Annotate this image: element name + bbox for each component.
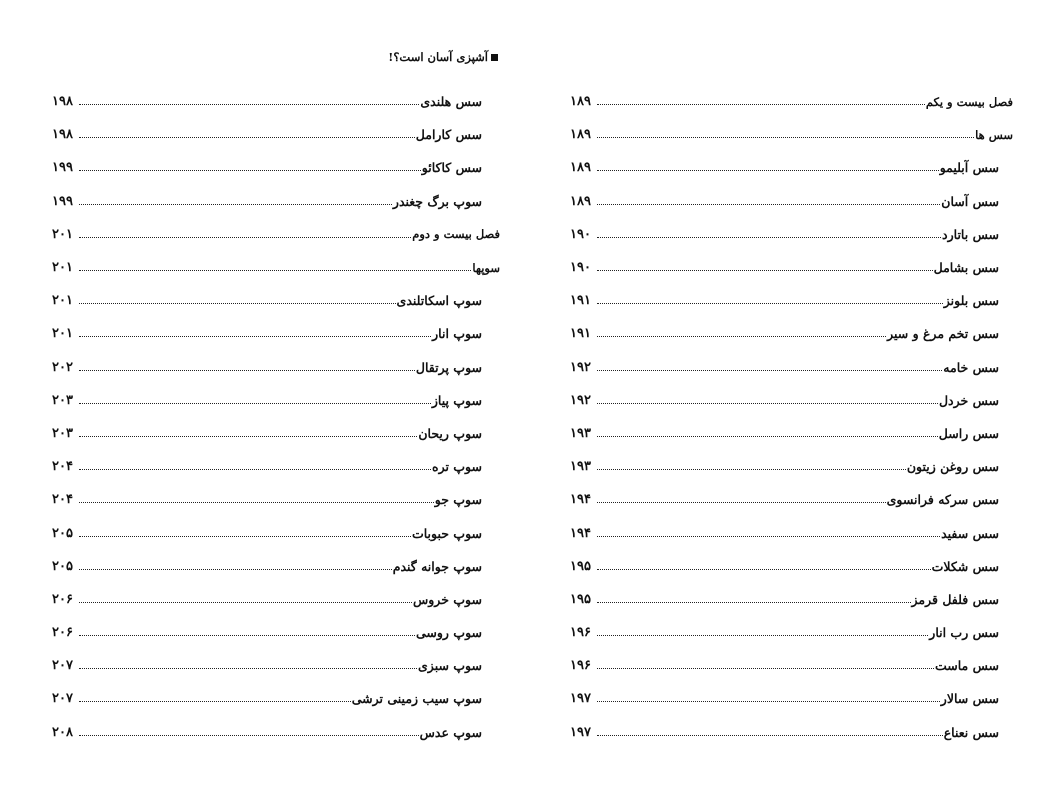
dot-leader	[597, 569, 931, 570]
dot-leader	[597, 701, 940, 702]
toc-entry	[52, 317, 500, 350]
toc-entry-title: سس کارامل	[415, 127, 482, 143]
toc-entry-title: سس تخم مرغ و سیر	[887, 326, 999, 342]
toc-entry	[52, 483, 500, 516]
toc-entry	[52, 649, 500, 682]
toc-entry-title: سوپ جوانه گندم	[392, 558, 482, 574]
toc-entry	[570, 516, 1013, 549]
toc-entry-page: ۱۹۲	[570, 392, 591, 408]
toc-entry-title: سوپها	[472, 260, 500, 275]
toc-entry	[52, 118, 500, 151]
toc-entry-page: ۲۰۸	[52, 724, 73, 740]
toc-entry-title: سوپ انار	[432, 326, 482, 342]
toc-entry-page: ۱۹۱	[570, 326, 591, 342]
toc-entry-page: ۱۹۰	[570, 260, 591, 276]
toc-chapter-entry	[570, 118, 1013, 151]
toc-entry-title: سوپ خروس	[413, 591, 482, 607]
toc-entry-page: ۱۸۹	[570, 160, 591, 176]
toc-entry-page: ۱۹۸	[52, 94, 73, 110]
toc-entry	[570, 450, 1013, 483]
dot-leader	[79, 569, 392, 570]
toc-entry-title: سوپ حبوبات	[411, 525, 482, 541]
toc-column-left	[52, 85, 500, 749]
toc-entry-page: ۲۰۵	[52, 525, 73, 541]
toc-entry-title: سوپ برگ چغندر	[392, 193, 482, 209]
toc-entry	[570, 317, 1013, 350]
toc-entry	[570, 351, 1013, 384]
toc-entry-page: ۱۹۶	[570, 658, 591, 674]
toc-entry-page: ۲۰۷	[52, 691, 73, 707]
dot-leader	[79, 635, 415, 636]
toc-entry-title: فصل بیست و دوم	[412, 227, 500, 242]
dot-leader	[597, 668, 934, 669]
toc-column-right	[570, 85, 1013, 749]
toc-entry	[570, 483, 1013, 516]
toc-entry	[570, 218, 1013, 251]
header-title: آشپزی آسان است؟!	[388, 50, 488, 64]
dot-leader	[597, 602, 911, 603]
toc-entry	[52, 417, 500, 450]
toc-entry-page: ۱۹۳	[570, 425, 591, 441]
toc-entry-page: ۲۰۳	[52, 425, 73, 441]
dot-leader	[597, 735, 943, 736]
toc-entry-page: ۲۰۴	[52, 492, 73, 508]
toc-entry-page: ۱۹۹	[52, 160, 73, 176]
dot-leader	[79, 336, 431, 337]
toc-entry-title: سس سفید	[941, 525, 999, 541]
toc-entry-title: سوپ سبزی	[418, 658, 482, 674]
toc-entry-title: سوپ پرتقال	[415, 359, 482, 375]
dot-leader	[79, 436, 417, 437]
dot-leader	[79, 735, 419, 736]
dot-leader	[79, 170, 421, 171]
toc-entry-title: سوپ اسکاتلندی	[396, 293, 482, 309]
toc-entry-page: ۱۹۴	[570, 492, 591, 508]
toc-entry-page: ۲۰۱	[52, 226, 73, 242]
toc-entry-page: ۱۸۹	[570, 127, 591, 143]
dot-leader	[597, 536, 940, 537]
dot-leader	[597, 237, 941, 238]
toc-entry-page: ۲۰۳	[52, 392, 73, 408]
toc-entry-page: ۱۸۹	[570, 94, 591, 110]
dot-leader	[79, 303, 396, 304]
toc-entry-title: سس آسان	[941, 193, 999, 209]
toc-entry-title: فصل بیست و یکم	[925, 94, 1013, 109]
toc-entry-page: ۲۰۶	[52, 625, 73, 641]
toc-entry	[570, 550, 1013, 583]
toc-entry	[570, 616, 1013, 649]
dot-leader	[597, 303, 943, 304]
toc-entry	[52, 384, 500, 417]
toc-entry	[52, 716, 500, 749]
toc-entry-title: سس سالار	[940, 691, 999, 707]
toc-entry-title: سس خردل	[938, 392, 999, 408]
toc-entry-title: سوپ تره	[432, 459, 482, 475]
dot-leader	[597, 370, 942, 371]
toc-entry-page: ۱۹۳	[570, 459, 591, 475]
toc-entry-title: سوپ سیب زمینی ترشی	[351, 691, 482, 707]
dot-leader	[79, 469, 431, 470]
toc-entry	[52, 351, 500, 384]
dot-leader	[79, 137, 415, 138]
toc-entry-page: ۱۹۰	[570, 226, 591, 242]
dot-leader	[597, 137, 974, 138]
toc-entry	[570, 185, 1013, 218]
toc-entry-title: سس کاکائو	[421, 160, 482, 176]
toc-entry-title: سس باتارد	[942, 226, 999, 242]
toc-entry-page: ۱۹۹	[52, 193, 73, 209]
dot-leader	[79, 204, 392, 205]
toc-entry-title: سوپ جو	[434, 492, 482, 508]
toc-entry-page: ۲۰۵	[52, 558, 73, 574]
toc-entry-page: ۱۹۱	[570, 293, 591, 309]
toc-entry-title: سوپ ریحان	[418, 425, 482, 441]
toc-entry	[570, 151, 1013, 184]
toc-entry-page: ۲۰۱	[52, 293, 73, 309]
toc-entry-page: ۲۰۴	[52, 459, 73, 475]
toc-entry	[52, 616, 500, 649]
toc-entry-title: سس بشامل	[933, 260, 999, 276]
toc-entry-title: سس روغن زیتون	[906, 459, 999, 475]
toc-entry-page: ۱۹۴	[570, 525, 591, 541]
dot-leader	[79, 701, 351, 702]
toc-entry-title: سس رب انار	[929, 625, 999, 641]
dot-leader	[79, 104, 419, 105]
running-header	[380, 50, 498, 64]
dot-leader	[597, 204, 940, 205]
toc-entry	[52, 550, 500, 583]
toc-entry	[52, 516, 500, 549]
toc-entry-page: ۲۰۶	[52, 591, 73, 607]
toc-entry	[570, 384, 1013, 417]
toc-entry	[570, 583, 1013, 616]
dot-leader	[79, 403, 431, 404]
toc-entry-title: سس هلندی	[420, 94, 482, 110]
toc-entry-title: سس خامه	[943, 359, 999, 375]
dot-leader	[597, 502, 886, 503]
toc-entry-page: ۱۹۷	[570, 724, 591, 740]
toc-entry-title: سوپ پیاز	[431, 392, 482, 408]
toc-chapter-entry	[52, 251, 500, 284]
toc-entry-title: سس ماست	[934, 658, 999, 674]
toc-entry-page: ۱۹۲	[570, 359, 591, 375]
toc-entry-page: ۲۰۷	[52, 658, 73, 674]
toc-entry-page: ۲۰۲	[52, 359, 73, 375]
toc-chapter-entry	[570, 85, 1013, 118]
toc-entry-title: سوپ عدس	[419, 724, 482, 740]
dot-leader	[79, 536, 411, 537]
toc-entry-title: سس فلفل قرمز	[911, 591, 999, 607]
toc-entry-title: سس شکلات	[931, 558, 999, 574]
dot-leader	[597, 270, 933, 271]
dot-leader	[79, 370, 415, 371]
toc-entry	[570, 716, 1013, 749]
toc-entry-page: ۱۹۵	[570, 591, 591, 607]
toc-entry	[52, 450, 500, 483]
toc-entry-title: سس ها	[975, 127, 1013, 142]
toc-entry	[52, 151, 500, 184]
toc-entry-page: ۱۹۵	[570, 558, 591, 574]
dot-leader	[597, 436, 938, 437]
toc-entry	[52, 185, 500, 218]
toc-entry	[570, 649, 1013, 682]
toc-entry-title: سس نعناع	[943, 724, 999, 740]
toc-entry-page: ۱۸۹	[570, 193, 591, 209]
dot-leader	[597, 635, 928, 636]
toc-entry-title: سس سرکه فرانسوی	[886, 492, 999, 508]
toc-entry-title: سس راسل	[938, 425, 999, 441]
toc-entry	[570, 251, 1013, 284]
dot-leader	[597, 403, 938, 404]
toc-entry-page: ۲۰۱	[52, 260, 73, 276]
toc-entry-title: سس آبلیمو	[939, 160, 999, 176]
toc-entry-page: ۱۹۸	[52, 127, 73, 143]
toc-entry	[52, 682, 500, 715]
dot-leader	[79, 237, 411, 238]
dot-leader	[597, 104, 925, 105]
toc-entry	[570, 284, 1013, 317]
dot-leader	[597, 170, 939, 171]
dot-leader	[597, 336, 886, 337]
dot-leader	[79, 602, 412, 603]
toc-entry-title: سس بلونز	[943, 293, 999, 309]
toc-entry	[52, 284, 500, 317]
toc-entry-page: ۱۹۷	[570, 691, 591, 707]
toc-entry	[570, 682, 1013, 715]
dot-leader	[597, 469, 906, 470]
toc-entry-page: ۲۰۱	[52, 326, 73, 342]
dot-leader	[79, 668, 417, 669]
toc-entry-page: ۱۹۶	[570, 625, 591, 641]
toc-entry	[52, 85, 500, 118]
square-bullet-icon	[491, 54, 498, 61]
toc-chapter-entry	[52, 218, 500, 251]
toc-entry-title: سوپ روسی	[415, 625, 482, 641]
dot-leader	[79, 502, 434, 503]
toc-entry	[570, 417, 1013, 450]
dot-leader	[79, 270, 471, 271]
toc-entry	[52, 583, 500, 616]
